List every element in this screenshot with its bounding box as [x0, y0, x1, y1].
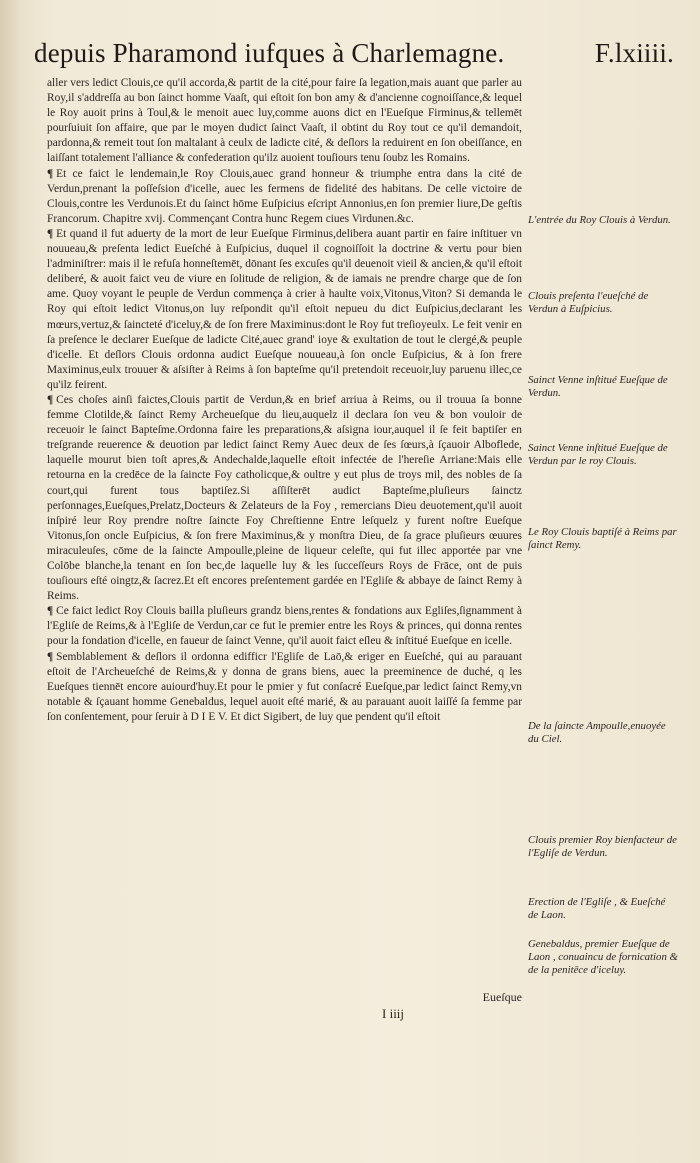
margin-note-5: Le Roy Clouis baptiſé à Reims par ſainct Remy.: [528, 526, 677, 551]
main-text-column: [47, 76, 522, 725]
margin-note-3: Sainct Venne inſtitué Eueſque de Verdun.: [528, 374, 668, 399]
margin-note-6: De la ſaincte Ampoulle,enuoyée du Ciel.: [528, 720, 666, 745]
paragraph-2-text: Et ce faict le lendemain,le Roy Clouis,auec grand honneur & triumphe entra dans la cité de Verdun,prenant la poſſeſsion d'icelle, auec les fermens de fidelité des habitans. De celle victoire de Clouis,contre les Verdunois.Et du ſainct hōme Euſpicius eſcript Annonius,en ſon premier liure,De geſtis Francorum. Chapitre xvij. Commençant Contra hunc Regem ciues Virdunen.&c.: [47, 167, 522, 225]
pilcrow-icon: ¶: [47, 167, 54, 180]
running-head: [34, 38, 674, 69]
pilcrow-icon: ¶: [47, 393, 54, 406]
margin-note-2: Clouis preſenta l'eueſché de Verdun à Euſpicius.: [528, 290, 649, 315]
paragraph-6-text: Semblablement & deſlors il ordonna edifficr l'Egliſe de Laō,& eriger en Eueſché, qui au parauant eſtoit de l'Archeueſché de Reims,& y donna de grans biens, auec la preeminence de duché, q les Eueſques tiennēt encore auiourd'huy.Et pour le pmier y fut conſacré Eueſque,par ledict ſainct Remy,vn notable & ſçauant homme Genebaldus, lequel auoit eſté marié, & au parauant auoit laiſſé ſa femme par ſon conſentement, pour ſeruir à D I E V. Et dict Sigibert, de luy que pendent qu'il eſtoit: [47, 650, 522, 723]
paragraph-5-text: Ce faict ledict Roy Clouis bailla pluſieurs grandz biens,rentes & fondations aux Egliſes,ſignamment à l'Egliſe de Reims,& à l'Egliſe de Verdun,car ce fut le premier entre les Roys & princes, qui donna rentes pour la fondation d'icelle, en faueur de ſainct Venne, qu'il auoit faict eſleu & inſtitué Eueſque en icelle.: [47, 605, 522, 648]
running-head-title: depuis Pharamond iufques à Charlemagne.: [34, 38, 505, 68]
pilcrow-icon: ¶: [47, 605, 54, 618]
gutter-shadow: [0, 0, 22, 1163]
margin-note-8: Erection de l'Egliſe , & Eueſché de Laon.: [528, 896, 666, 921]
paragraph-1: aller vers ledict Clouis,ce qu'il accorda,& partit de la cité,pour faire ſa legation,mais auant que parler au Roy,il s'addreſſa au bon ſainct homme Vaaſt, qui eſtoit ſon bon amy & d'ancienne cognoiſſance,& lequel le Roy auoit prins à Toul,& le menoit auec luy,comme auons dict en l'Eueſque Firminus,& tellemēt pourſuiuit ſon affaire, que par le moyen dudict ſainct Vaaſt, il obtint du Roy tout ce qu'il demandoit, pardonna,& remeit tout ſon maltalant à ceulx de ladicte cité, & deſlors la reduirent en ſon obeiſſance, en laiſſant totalement l'alliance & confederation qu'ilz auoient touſiours tenu ſoubz les Romains.: [47, 77, 522, 165]
paragraph-2: [47, 167, 522, 227]
pilcrow-icon: ¶: [47, 650, 54, 663]
margin-note-1: L'entrée du Roy Clouis à Verdun.: [528, 214, 671, 226]
catchword: Eueſque: [482, 990, 522, 1004]
paragraph-4: [47, 393, 522, 604]
pilcrow-icon: ¶: [47, 227, 54, 240]
paragraph-5: [47, 604, 522, 649]
paragraph-3: [47, 227, 522, 393]
paragraph-4-text: Ces choſes ainſi faictes,Clouis partit de Verdun,& en brief arriua à Reims, ou il trouua ſa bonne femme Clotilde,& ſainct Remy Archeueſque du lieu,auquelz il declara ſon veu & bon vouloir de receuoir le ſainct Bapteſme.Ordonna faire les preparations,& aſsigna iour,auquel il ſe feit baptiſer en treſgrande reuerence & deuotion par ledict ſainct Remy Auec deux de ſes ſœurs,à ſçauoir Alboflede, laquelle mourut bien toſt apres,& Andechalde,laquelle eſtoit infectée de l'hereſie Arriane:Mais elle retourna en la credēce de la ſaincte Foy catholicque,& oultre y eut plus de troys mil, des nobles de ſa court,qui furent tous baptiſez.Si aſſiſterēt audict Bapteſme,pluſieurs ſainctz perſonnages,Eueſques,Prelatz,Docteurs & Zelateurs de la Foy , remercians Dieu deuotement,qu'il auoit inſpiré leur Roy prendre noſtre ſaincte Foy Chreſtienne Entre leſquelz y furent noſtre Eueſque Vitonus,ſon oncle Euſpicius, & ſon frere Maximinus,& y monſtra Dieu, de ſa grace pluſieurs œuures miraculeuſes, cōme de la ſaincte Ampoulle,pleine de liqueur celeſte, qui fut illec apportée par vne Colōbe blanche,la tenant en ſon bec,de laquelle luy & les ſucceſſeurs Roys de Frāce, ont de puis touſiours eſté oingtz,& ſacrez.Et eſt encores preſentement gardée en l'Egliſe & abbaye de ſainct Remy à Reims.: [47, 393, 522, 603]
signature-mark: I iiij: [382, 1006, 405, 1021]
folio-number: F.lxiiii.: [594, 38, 674, 68]
paragraph-3-text: Et quand il fut aduerty de la mort de leur Eueſque Firminus,delibera auant partir en faire inſtituer vn nouueau,& preſenta ledict Eueſché à Euſpicius, duquel il cognoiſſoit la doctrine & vertu pour bien l'adminiſtrer: mais il le refuſa honneſtemēt, dōnant ſes excuſes qu'il deuenoit vieil & ancien,& qu'il eſtoit deliberé, & auoit faict veu de viure en ſolitude de religion, & de iamais ne prendre charge que de ſon ame. Quoy voyant le peuple de Verdun commença à crier à haulte voix,Vitonus,Viton? Si demanda le Roy qui eſtoit ledict Vitonus,on luy reſpondit qu'il eſtoit nepueu du dict Euſpicius,declarant les mœurs,vertuz,& ſaincteté d'iceluy,& de ſon frere Maximinus:dont le Roy fut treſioyeulx. Le feit venir en ſa preſence le declarer Eueſque de ladicte Cité,auec grand' ioye & exultation de tout le clergé,& peuple d'icelle. Et deſlors Clouis ordonna audict Eueſque nouueau,à ſon oncle Euſpicius, & à ſon frere Maximinus,eulx trouuer & aſsiſter à Reims à ſon bapteſme qu'il pretendoit receuoir,luy paruenu illec,ce qu'ilz feirent.: [47, 227, 522, 391]
margin-note-4: Sainct Venne inſtitué Eueſque de Verdun par le roy Clouis.: [528, 442, 668, 467]
paragraph-6: [47, 650, 522, 725]
margin-note-9: Genebaldus, premier Eueſque de Laon , conuaincu de fornication & de la penitēce d'iceluy.: [528, 938, 678, 976]
margin-note-7: Clouis premier Roy bienfacteur de l'Egliſe de Verdun.: [528, 834, 677, 859]
